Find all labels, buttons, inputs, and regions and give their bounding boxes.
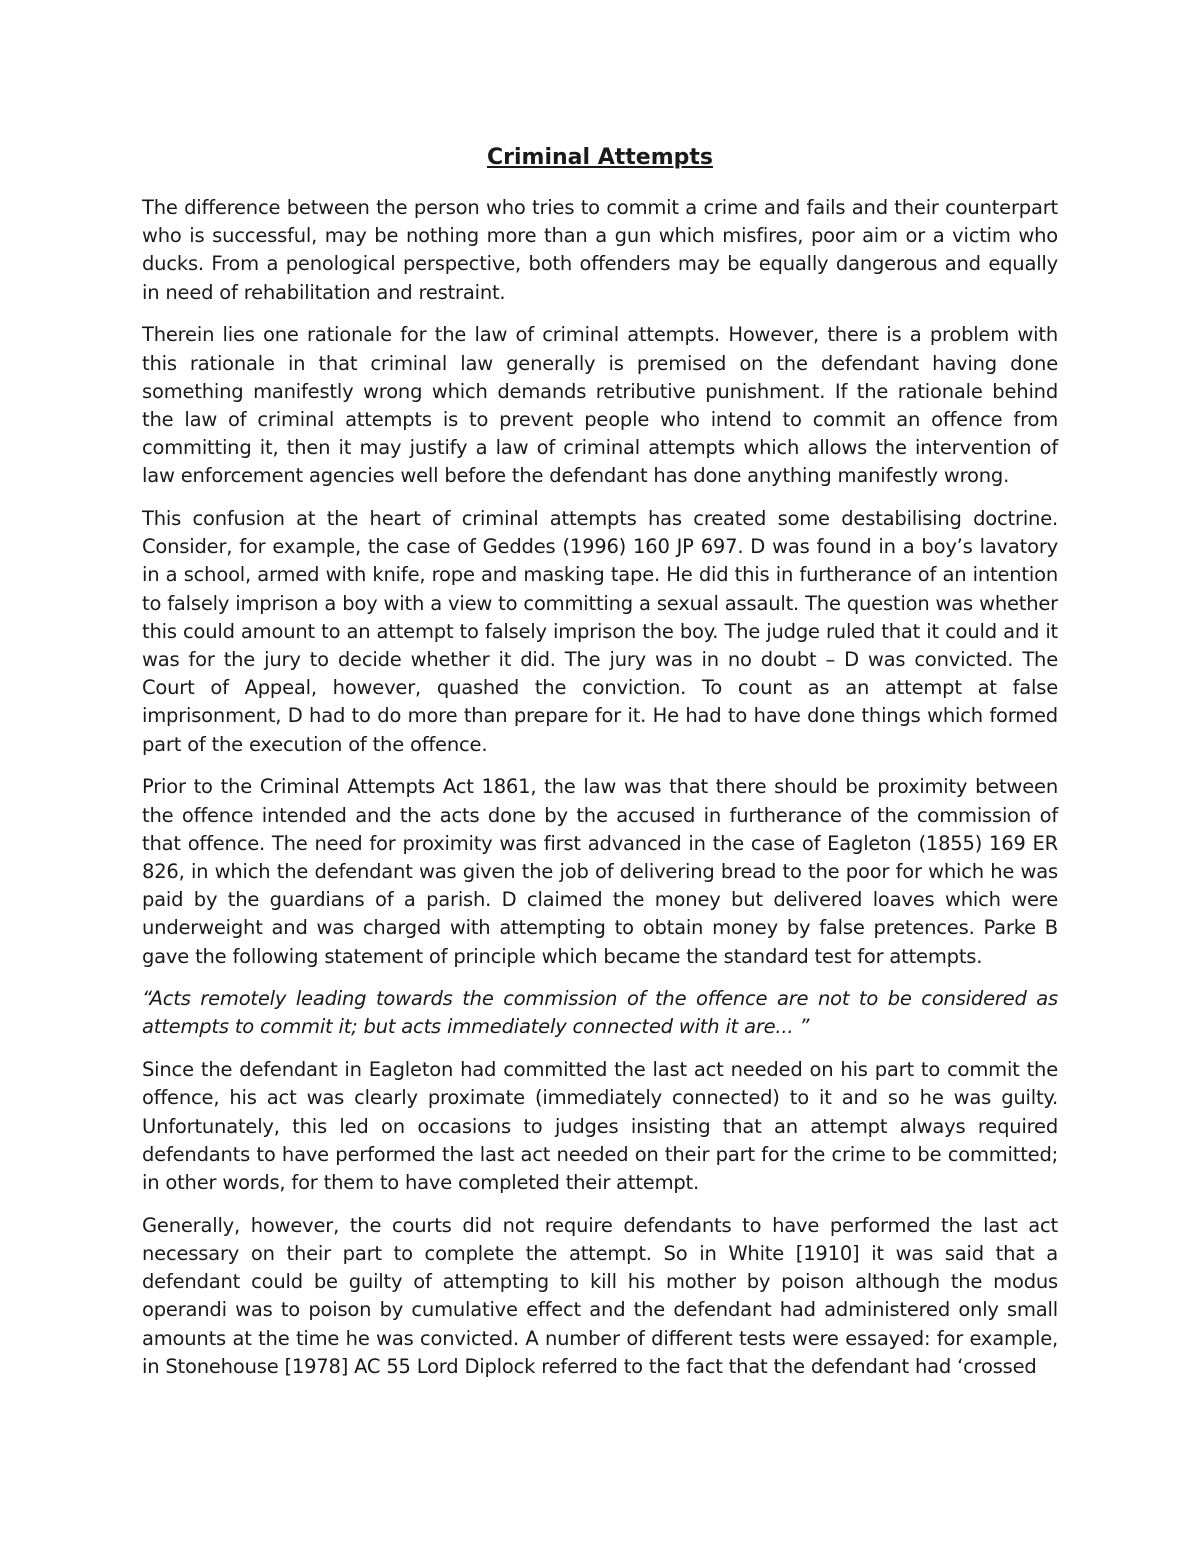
paragraph-geddes: This confusion at the heart of criminal attempts has created some destabilising doctrine. Consider, for example, the case of Geddes (1996) 160 JP 697. D was found in a boy’s lavatory in a school, armed with knife, rope and masking tape. He did this in furtherance of an intention to falsely imprison a boy with a view to committing a sexual assault. The question was whether this could amount to an attempt to falsely imprison the boy. The judge ruled that it could and it was for the jury to decide whether it did. The jury was in no doubt – D was convicted. The Court of Appeal, however, quashed the conviction. To count as an attempt at false imprisonment, D had to do more than prepare for it. He had to have done things which formed part of the execution of the offence. — [142, 507, 1058, 756]
paragraph-rationale: Therein lies one rationale for the law of criminal attempts. However, there is a problem with this rationale in that criminal law generally is premised on the defendant having done something manifestly wrong which demands retributive punishment. If the rationale behind the law of criminal attempts is to prevent people who intend to commit an offence from committing it, then it may justify a law of criminal attempts which allows the intervention of law enforcement agencies well before the defendant has done anything manifestly wrong. — [142, 323, 1058, 488]
paragraph-last-act: Since the defendant in Eagleton had committed the last act needed on his part to commit the offence, his act was clearly proximate (immediately connected) to it and so he was guilty. Unfortunately, this led on occasions to judges insisting that an attempt always required defendants to have performed the last act needed on their part for the crime to be committed; in other words, for them to have completed their attempt. — [142, 1058, 1058, 1194]
paragraph-eagleton: Prior to the Criminal Attempts Act 1861, the law was that there should be proximity between the offence intended and the acts done by the accused in furtherance of the commission of that offence. The need for proximity was first advanced in the case of Eagleton (1855) 169 ER 826, in which the defendant was given the job of delivering bread to the poor for which he was paid by the guardians of a parish. D claimed the money but delivered loaves which were underweight and was charged with attempting to obtain money by false pretences. Parke B gave the following statement of principle which became the standard test for attempts. — [142, 775, 1058, 968]
quote-parke-b: “Acts remotely leading towards the commission of the offence are not to be considered as attempts to commit it; but acts immediately connected with it are... ” — [142, 987, 1058, 1039]
document-title: Criminal Attempts — [487, 145, 713, 170]
paragraph-white-stonehouse: Generally, however, the courts did not require defendants to have performed the last act necessary on their part to complete the attempt. So in White [1910] it was said that a defendant could be guilty of attempting to kill his mother by poison although the modus operandi was to poison by cumulative effect and the defendant had administered only small amounts at the time he was convicted. A number of different tests were essayed: for example, in Stonehouse [1978] AC 55 Lord Diplock referred to the fact that the defendant had ‘crossed — [142, 1213, 1058, 1378]
paragraph-intro: The difference between the person who tries to commit a crime and fails and their counterpart who is successful, may be nothing more than a gun which misfires, poor aim or a victim who ducks. From a penological perspective, both offenders may be equally dangerous and equally in need of rehabilitation and restraint. — [142, 196, 1058, 304]
document-body — [142, 140, 1058, 1395]
